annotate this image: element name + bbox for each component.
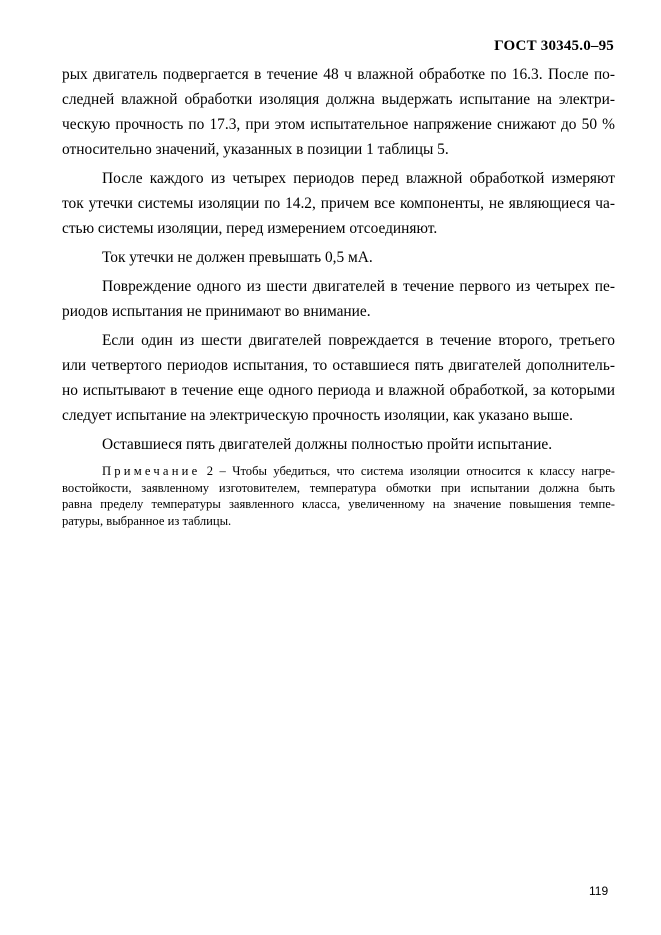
text-line: рых двигатель подвергается в течение 48 ч влажной обработке по 16.3. После по-: [62, 66, 615, 83]
text-line: ток утечки системы изоляции по 14.2, причем все компоненты, не являющиеся ча-: [62, 195, 615, 212]
paragraph: [62, 62, 615, 162]
note: [62, 463, 615, 529]
note-text: 2 – Чтобы убедиться, что система изоляции относится к классу нагре-: [200, 464, 615, 478]
note-line: востойкости, заявленному изготовителем, температура обмотки при испытании должна быть: [62, 480, 615, 495]
paragraph: [62, 432, 615, 457]
text-line: Повреждение одного из шести двигателей в течение первого из четырех пе-: [102, 278, 615, 295]
text-line: следует испытание на электрическую прочность изоляции, как указано выше.: [62, 407, 573, 424]
text-line: Ток утечки не должен превышать 0,5 мА.: [102, 249, 373, 266]
standard-designation: ГОСТ 30345.0–95: [494, 38, 614, 54]
text-line: относительно значений, указанных в позиции 1 таблицы 5.: [62, 141, 449, 158]
page-number: 119: [589, 884, 609, 898]
text-line: риодов испытания не принимают во внимание.: [62, 303, 371, 320]
text-line: Если один из шести двигателей повреждается в течение второго, третьего: [102, 332, 615, 349]
note-label: Примечание: [102, 464, 201, 478]
text-line: После каждого из четырех периодов перед влажной обработкой измеряют: [102, 170, 615, 187]
text-line: Оставшиеся пять двигателей должны полностью пройти испытание.: [102, 436, 553, 453]
paragraph: [62, 274, 615, 324]
note-line: ратуры, выбранное из таблицы.: [62, 513, 232, 528]
paragraph: [62, 166, 615, 241]
text-line: или четвертого периодов испытания, то оставшиеся пять двигателей дополнитель-: [62, 357, 615, 374]
note-line: равна пределу температуры заявленного класса, увеличенному на значение повышения темпе-: [62, 497, 615, 511]
paragraph: [62, 328, 615, 428]
note-first-line: [62, 463, 615, 480]
text-line: следней влажной обработки изоляция должна выдержать испытание на электри-: [62, 91, 615, 108]
text-line: но испытывают в течение еще одного периода и влажной обработкой, за которыми: [62, 382, 615, 399]
text-line: стью системы изоляции, перед измерением отсоединяют.: [62, 220, 438, 237]
text-line: ческую прочность по 17.3, при этом испытательное напряжение снижают до 50 %: [62, 116, 615, 133]
body-text: [62, 62, 615, 529]
paragraph: [62, 245, 615, 270]
